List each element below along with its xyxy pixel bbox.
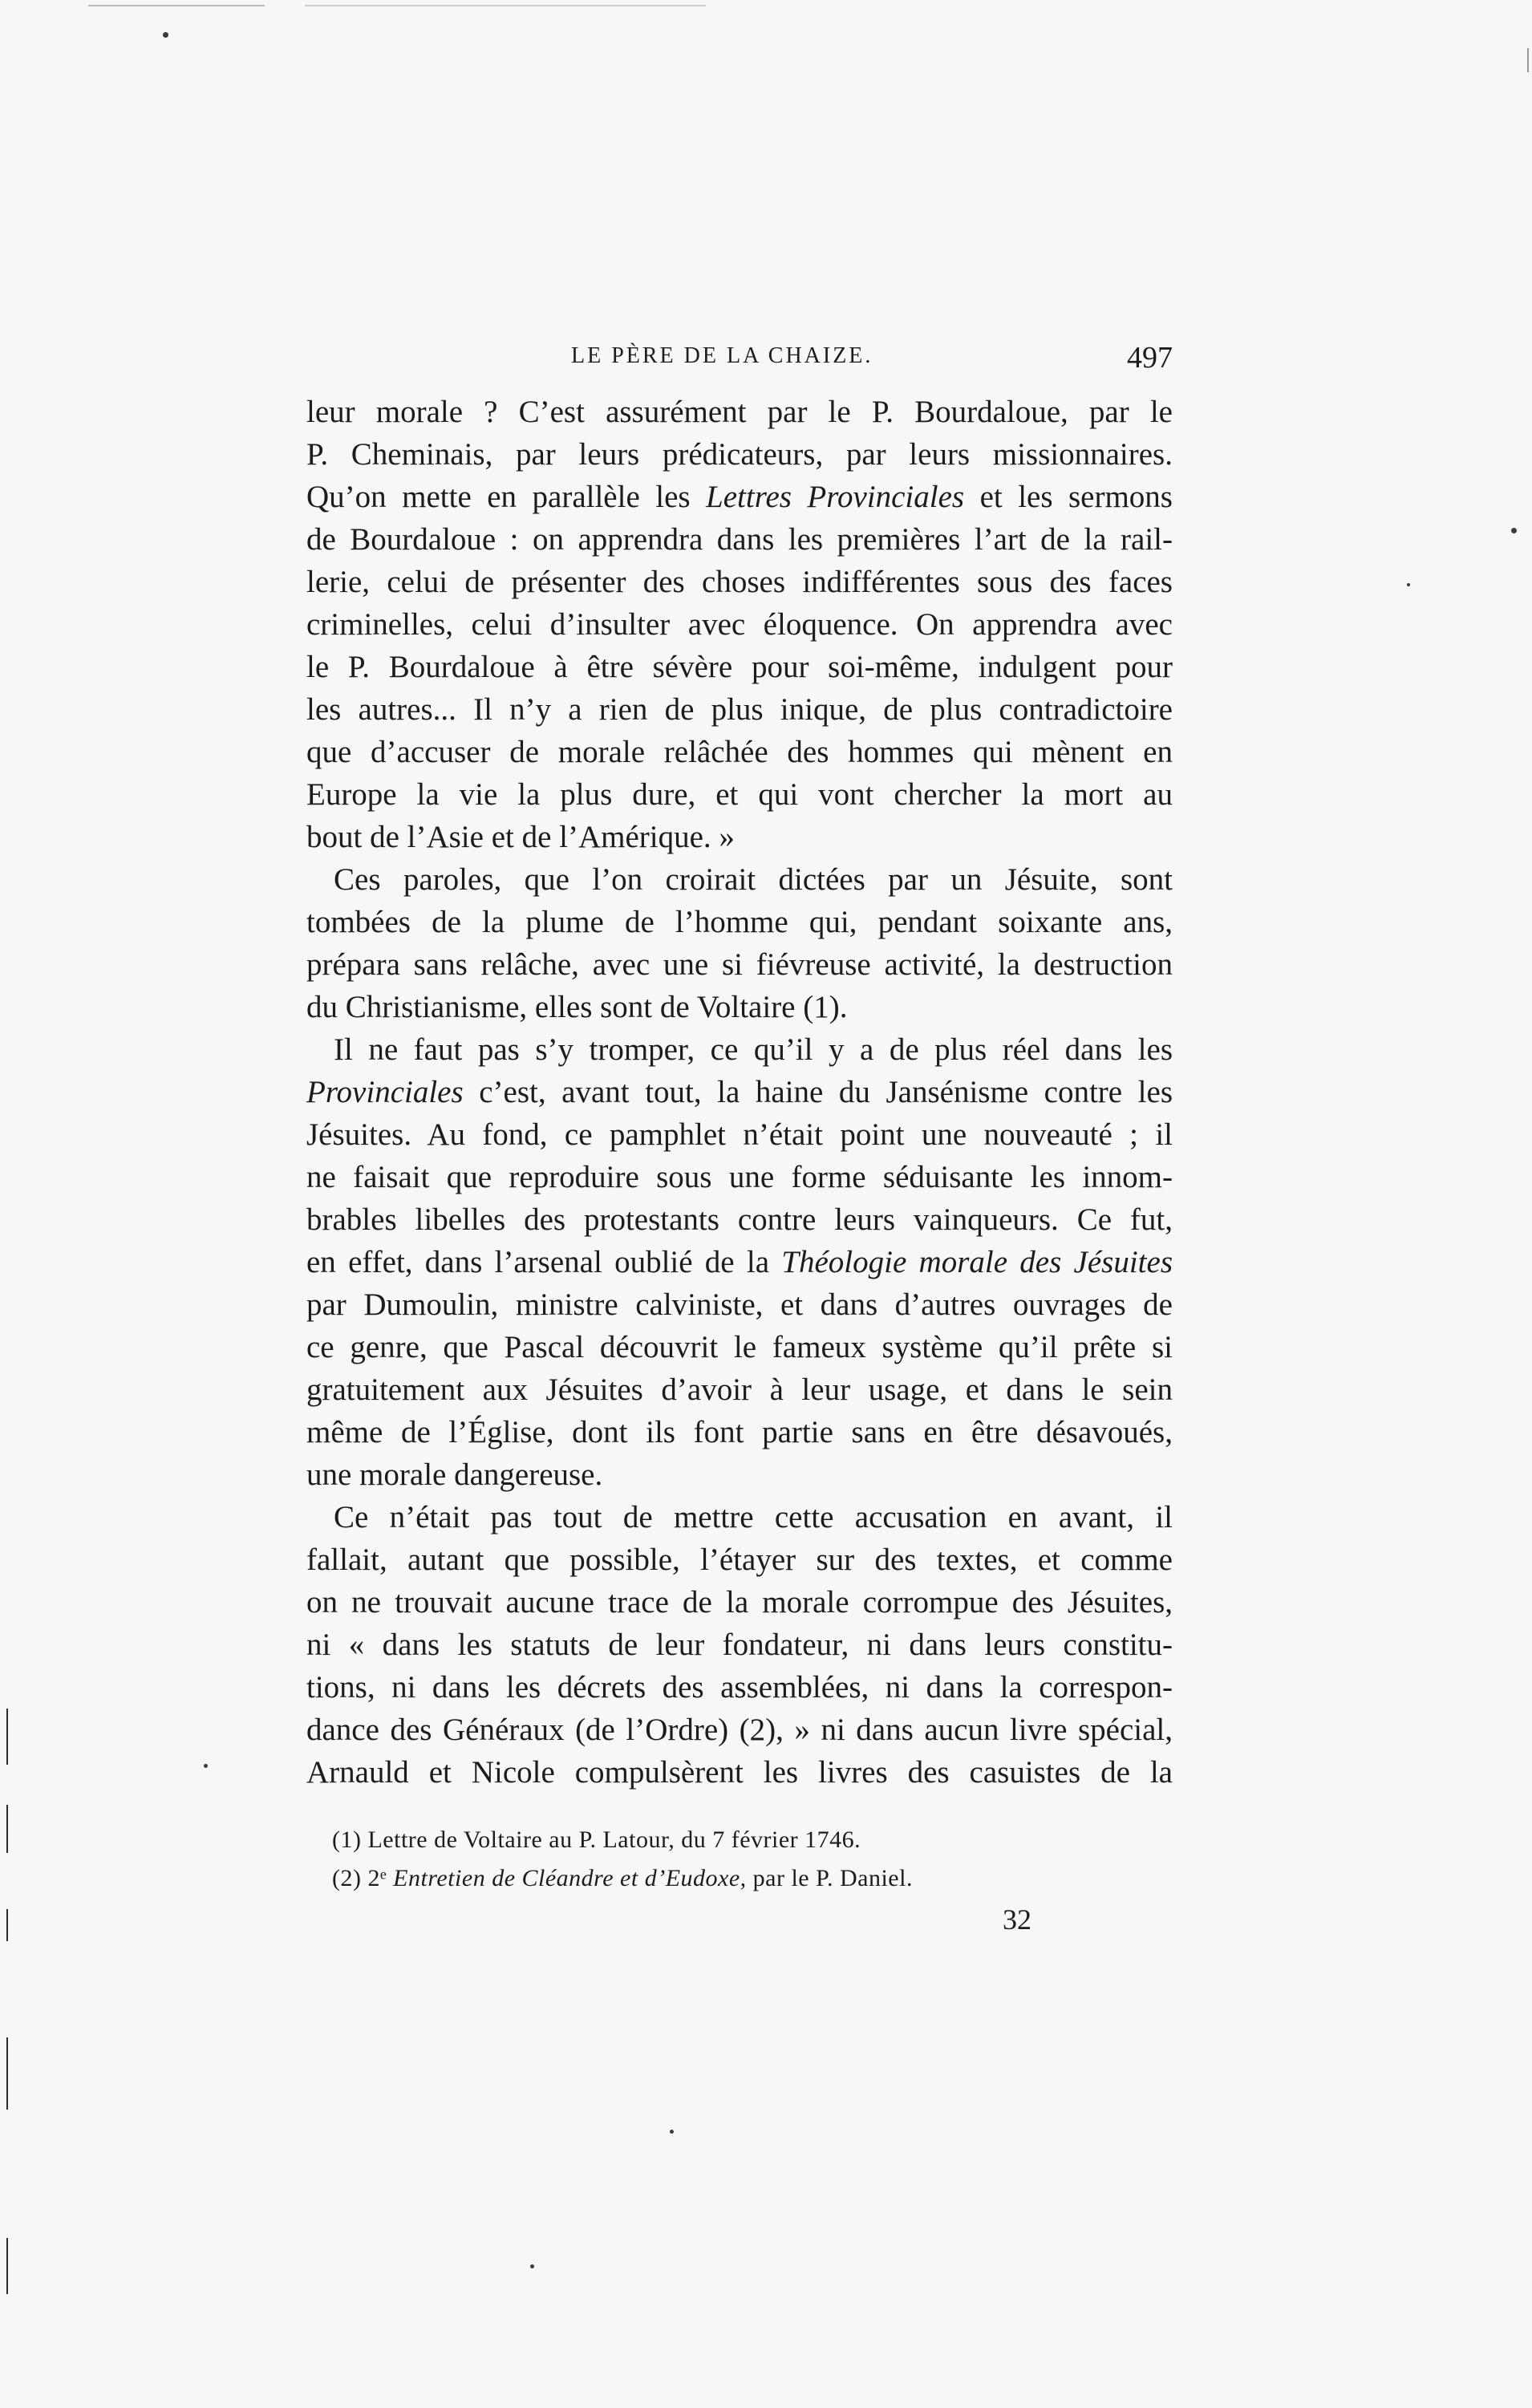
- scan-edge-line: [88, 5, 265, 6]
- text-line: même de l’Église, dont ils font partie sans en être désavoués,: [306, 1415, 1173, 1449]
- text-line: ni « dans les statuts de leur fondateur, ni dans leurs constitu-: [306, 1628, 1173, 1662]
- text-line: que d’accuser de morale relâchée des hommes qui mènent en: [306, 735, 1173, 769]
- text-line: Provinciales c’est, avant tout, la haine du Jansénisme contre les: [306, 1075, 1173, 1109]
- text-line: Qu’on mette en parallèle les Lettres Provinciales et les sermons: [306, 480, 1173, 514]
- text-line: ce genre, que Pascal découvrit le fameux système qu’il prête si: [306, 1330, 1173, 1364]
- signature-mark: 32: [1003, 1903, 1031, 1936]
- text-line: tions, ni dans les décrets des assemblées, ni dans la correspon-: [306, 1670, 1173, 1705]
- text-line: les autres... Il n’y a rien de plus inique, de plus contradictoire: [306, 692, 1173, 727]
- page-number: 497: [1127, 341, 1173, 375]
- text-line: le P. Bourdaloue à être sévère pour soi-même, indulgent pour: [306, 650, 1173, 684]
- italic-title: Provinciales: [306, 1075, 464, 1109]
- text-line: une morale dangereuse.: [306, 1457, 603, 1492]
- text-line: ne faisait que reproduire sous une forme séduisante les innom-: [306, 1160, 1173, 1194]
- text-line: en effet, dans l’arsenal oublié de la Théologie morale des Jésuites: [306, 1245, 1173, 1279]
- scan-speck: [1511, 528, 1517, 533]
- text-line: on ne trouvait aucune trace de la morale corrompue des Jésuites,: [306, 1585, 1173, 1620]
- text-line: Il ne faut pas s’y tromper, ce qu’il y a de plus réel dans les: [334, 1032, 1173, 1067]
- running-head: [306, 343, 1173, 383]
- scan-speck: [163, 32, 168, 38]
- text-line: Ce n’était pas tout de mettre cette accusation en avant, il: [334, 1500, 1173, 1534]
- text-line: leur morale ? C’est assurément par le P. Bourdaloue, par le: [306, 395, 1173, 429]
- text-line: Europe la vie la plus dure, et qui vont chercher la mort au: [306, 777, 1173, 812]
- scan-edge-line: [6, 1909, 8, 1941]
- body-text: [306, 391, 1173, 1794]
- text-line: criminelles, celui d’insulter avec éloquence. On apprendra avec: [306, 607, 1173, 642]
- footnotes: [332, 1821, 1166, 1898]
- scan-speck: [530, 2264, 534, 2268]
- text-line: Jésuites. Au fond, ce pamphlet n’était point une nouveauté ; il: [306, 1117, 1173, 1152]
- scan-edge-line: [6, 1709, 8, 1765]
- text-line: Ces paroles, que l’on croirait dictées par un Jésuite, sont: [334, 862, 1173, 897]
- scan-speck: [204, 1764, 208, 1768]
- footnote-1: (1) Lettre de Voltaire au P. Latour, du 7 février 1746.: [332, 1826, 861, 1853]
- italic-title: Théologie morale des Jésuites: [781, 1245, 1173, 1279]
- scan-edge-line: [6, 1805, 8, 1853]
- text-line: du Christianisme, elles sont de Voltaire (1).: [306, 990, 848, 1024]
- footnote-2: (2) 2ᵉ Entretien de Cléandre et d’Eudoxe, par le P. Daniel.: [332, 1865, 913, 1891]
- text-line: Arnauld et Nicole compulsèrent les livres des casuistes de la: [306, 1755, 1173, 1790]
- text-line: gratuitement aux Jésuites d’avoir à leur usage, et dans le sein: [306, 1372, 1173, 1407]
- scan-speck: [670, 2130, 674, 2134]
- scan-edge-line: [6, 2037, 8, 2110]
- text-line: fallait, autant que possible, l’étayer sur des textes, et comme: [306, 1542, 1173, 1577]
- scan-edge-line: [305, 5, 706, 6]
- text-line: par Dumoulin, ministre calviniste, et dans d’autres ouvrages de: [306, 1287, 1173, 1322]
- scan-edge-line: [1527, 48, 1529, 72]
- italic-title: Lettres Provinciales: [706, 480, 965, 514]
- running-title: LE PÈRE DE LA CHAIZE.: [571, 343, 873, 368]
- text-line: lerie, celui de présenter des choses indifférentes sous des faces: [306, 565, 1173, 599]
- scan-speck: [1407, 583, 1410, 586]
- text-line: P. Cheminais, par leurs prédicateurs, par leurs missionnaires.: [306, 437, 1173, 472]
- text-line: brables libelles des protestants contre leurs vainqueurs. Ce fut,: [306, 1202, 1173, 1237]
- scan-edge-line: [6, 2238, 8, 2294]
- italic-title: Entretien de Cléandre et d’Eudoxe,: [393, 1865, 747, 1891]
- text-line: de Bourdaloue : on apprendra dans les premières l’art de la rail-: [306, 522, 1173, 557]
- text-line: tombées de la plume de l’homme qui, pendant soixante ans,: [306, 905, 1173, 939]
- text-line: prépara sans relâche, avec une si fiévreuse activité, la destruction: [306, 947, 1173, 982]
- text-line: dance des Généraux (de l’Ordre) (2), » ni dans aucun livre spécial,: [306, 1713, 1173, 1747]
- text-line: bout de l’Asie et de l’Amérique. »: [306, 820, 735, 854]
